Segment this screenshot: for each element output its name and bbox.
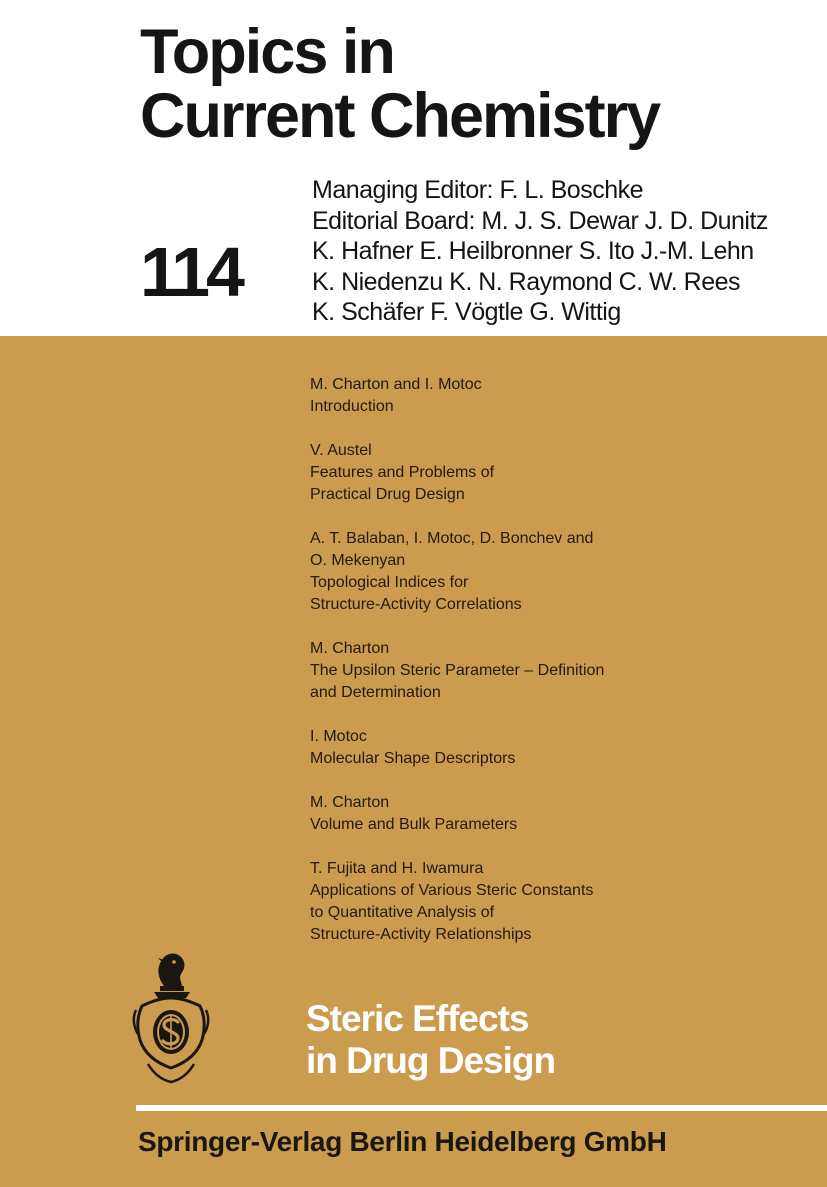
entry-title: Topological Indices for [310,574,469,591]
volume-title [306,998,555,1082]
volume-title-line-1: Steric Effects [306,998,529,1039]
series-title-line-1: Topics in [140,17,394,87]
table-of-contents [310,374,710,968]
divider-rule [136,1105,827,1111]
volume-title-line-2: in Drug Design [306,1040,556,1081]
editor-line: K. Schäfer F. Vögtle G. Wittig [312,298,621,326]
entry-authors: V. Austel [310,442,372,459]
contents-entry [310,638,710,704]
entry-authors: A. T. Balaban, I. Motoc, D. Bonchev and [310,530,594,547]
editor-line: K. Niedenzu K. N. Raymond C. W. Rees [312,267,741,296]
editorial-board [312,175,812,328]
series-title [140,17,660,151]
entry-title: Applications of Various Steric Constants [310,882,594,899]
contents-entry [310,374,710,418]
entry-authors: M. Charton and I. Motoc [310,376,482,393]
entry-title: Volume and Bulk Parameters [310,816,518,833]
contents-entry [310,726,710,770]
contents-entry [310,858,710,946]
entry-authors: O. Mekenyan [310,552,406,569]
contents-entry [310,440,710,506]
entry-authors: M. Charton [310,640,390,657]
entry-authors: M. Charton [310,794,390,811]
entry-title: Practical Drug Design [310,486,465,503]
cover-header [0,0,827,336]
publisher-name: Springer-Verlag Berlin Heidelberg GmbH [138,1126,667,1157]
springer-knight-icon [128,948,214,1088]
entry-title: Introduction [310,398,394,415]
editor-line: K. Hafner E. Heilbronner S. Ito J.-M. Lehn [312,237,754,265]
entry-title: The Upsilon Steric Parameter – Definition [310,662,605,679]
entry-title: Features and Problems of [310,464,495,481]
entry-title: and Determination [310,684,441,701]
series-title-line-2: Current Chemistry [140,81,660,151]
editor-line: Editorial Board: M. J. S. Dewar J. D. Dunitz [312,206,768,235]
entry-authors: I. Motoc [310,728,367,745]
editor-line: Managing Editor: F. L. Boschke [312,176,644,204]
contents-entry [310,528,710,616]
entry-title: Molecular Shape Descriptors [310,750,516,767]
contents-entry [310,792,710,836]
volume-number: 114 [140,233,241,311]
entry-title: Structure-Activity Correlations [310,596,522,613]
entry-title: Structure-Activity Relationships [310,926,532,943]
entry-authors: T. Fujita and H. Iwamura [310,860,484,877]
entry-title: to Quantitative Analysis of [310,904,495,921]
